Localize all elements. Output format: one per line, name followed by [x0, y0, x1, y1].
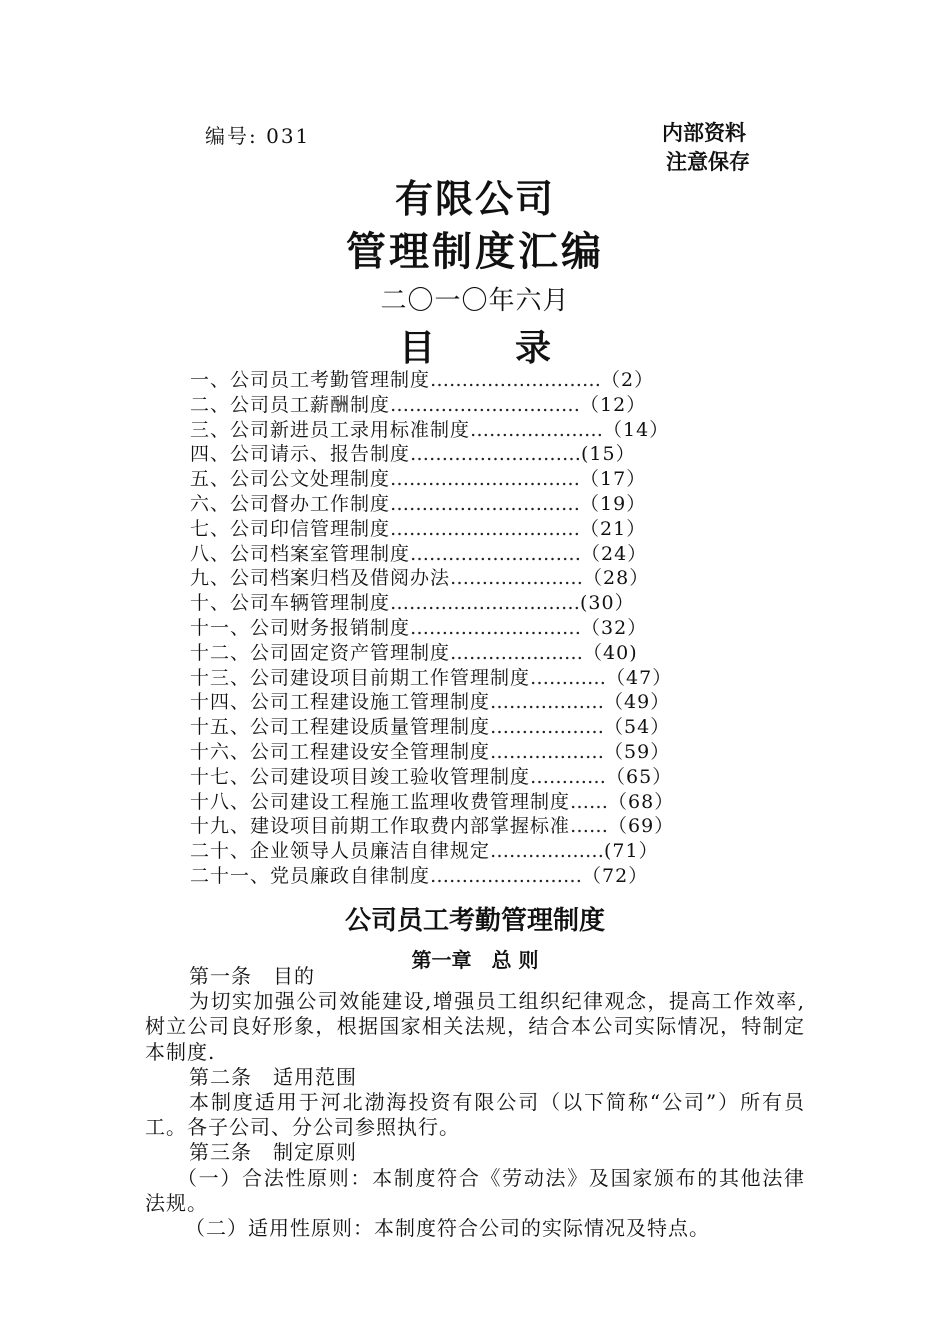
section-body	[145, 964, 805, 1241]
toc-entry-leader: ………………………	[410, 616, 582, 639]
toc-entry-leader: …………………………	[390, 468, 581, 491]
toc-entry-label: 十七、公司建设项目竣工验收管理制度	[190, 765, 531, 788]
toc-entry-page: （40)	[583, 641, 638, 664]
toc-entry-label: 十三、公司建设项目前期工作管理制度	[190, 666, 531, 689]
toc-entry-label: 五、公司公文处理制度	[190, 468, 391, 491]
toc-entry-label: 二、公司员工薪酬制度	[190, 393, 391, 416]
document-number: 编号: 031	[205, 124, 311, 148]
toc-entry[interactable]	[190, 566, 720, 591]
toc-entry-page: (30）	[580, 592, 635, 615]
toc-entry-page: （28）	[583, 567, 650, 590]
toc-entry-leader: …………………………	[390, 492, 581, 515]
toc-entry-page: （12）	[580, 393, 647, 416]
toc-heading: 目录	[398, 328, 631, 369]
article-paragraph: 本制度适用于河北渤海投资有限公司（以下简称“公司”）所有员工。各子公司、分公司参照执行。	[145, 1090, 805, 1140]
toc-entry-page: （72）	[582, 864, 649, 887]
toc-entry-label: 十、公司车辆管理制度	[190, 592, 391, 615]
toc-entry[interactable]	[190, 814, 720, 839]
toc-entry-label: 二十一、党员廉政自律制度	[190, 864, 431, 887]
toc-entry-page: （32）	[581, 616, 648, 639]
toc-entry-label: 九、公司档案归档及借阅办法	[190, 567, 451, 590]
toc-entry[interactable]	[190, 740, 720, 765]
toc-entry-page: （19）	[580, 492, 647, 515]
toc-entry-label: 四、公司请示、报告制度	[190, 443, 411, 466]
toc-entry-page: （21）	[580, 517, 647, 540]
toc-entry-page: (15）	[581, 443, 636, 466]
toc-entry-label: 十四、公司工程建设施工管理制度	[190, 691, 491, 714]
toc-entry-label: 一、公司员工考勤管理制度	[190, 369, 431, 391]
toc-entry[interactable]	[190, 715, 720, 740]
toc-entry[interactable]	[190, 418, 720, 443]
toc-entry[interactable]	[190, 616, 720, 641]
toc-entry-page: （14）	[603, 418, 670, 441]
classification-internal: 内部资料	[662, 120, 746, 145]
toc-entry-page: (71）	[604, 840, 659, 863]
toc-entry-page: （59）	[604, 740, 671, 763]
toc-entry[interactable]	[190, 517, 720, 542]
toc-entry[interactable]	[190, 864, 720, 889]
toc-entry-leader: …………	[530, 765, 607, 788]
toc-entry-label: 二十、企业领导人员廉洁自律规定	[190, 840, 491, 863]
collection-title: 管理制度汇编	[346, 229, 604, 275]
toc-entry[interactable]	[190, 542, 720, 567]
toc-entry-leader: ………………	[490, 691, 605, 714]
article-heading: 第一条 目的	[189, 964, 315, 988]
toc-entry-label: 七、公司印信管理制度	[190, 517, 391, 540]
toc-entry-leader: ……………………	[430, 864, 583, 887]
toc-entry[interactable]	[190, 368, 720, 393]
chapter-heading: 第一章 总 则	[411, 948, 539, 972]
publish-date: 二〇一〇年六月	[380, 286, 570, 316]
toc-entry-leader: ………………………	[410, 542, 582, 565]
toc-entry-leader: …………………………	[390, 517, 581, 540]
toc-entry-leader: ………………	[490, 716, 605, 739]
company-title: 有限公司	[394, 177, 555, 221]
toc-entry[interactable]	[190, 591, 720, 616]
toc-entry-page: （2）	[601, 369, 655, 391]
toc-entry-leader: ………………………	[410, 443, 582, 466]
toc-entry-label: 十二、公司固定资产管理制度	[190, 641, 451, 664]
toc-entry[interactable]	[190, 666, 720, 691]
toc-entry-label: 三、公司新进员工录用标准制度	[190, 418, 471, 441]
classification-keep: 注意保存	[666, 149, 750, 174]
toc-entry-leader: …………………………	[390, 393, 581, 416]
toc-entry-page: （68）	[608, 790, 675, 813]
toc-entry-label: 十一、公司财务报销制度	[190, 616, 411, 639]
toc-entry-label: 十八、公司建设工程施工监理收费管理制度	[190, 790, 571, 813]
toc-entry-leader: ………………	[490, 840, 605, 863]
toc-entry-label: 十九、建设项目前期工作取费内部掌握标准	[190, 815, 571, 838]
toc-entry-label: 六、公司督办工作制度	[190, 492, 391, 515]
toc-entry[interactable]	[190, 790, 720, 815]
article-heading: 第三条 制定原则	[189, 1140, 357, 1165]
toc-entry-label: 十六、公司工程建设安全管理制度	[190, 740, 491, 763]
toc-entry-leader: …………………	[450, 641, 584, 664]
toc-entry-label: 十五、公司工程建设质量管理制度	[190, 716, 491, 739]
toc-entry-leader: …………………	[450, 567, 584, 590]
toc-entry-page: （65）	[606, 765, 673, 788]
toc-entry-leader: …………………	[470, 418, 604, 441]
toc-entry[interactable]	[190, 442, 720, 467]
toc-entry-leader: …………	[530, 666, 607, 689]
article-heading: 第二条 适用范围	[189, 1064, 357, 1089]
toc-entry[interactable]	[190, 641, 720, 666]
toc-entry[interactable]	[190, 492, 720, 517]
toc-entry[interactable]	[190, 839, 720, 864]
toc-entry-page: （69）	[608, 815, 675, 838]
toc-entry[interactable]	[190, 690, 720, 715]
article-paragraph: （二）适用性原则：本制度符合公司的实际情况及特点。	[185, 1216, 710, 1241]
toc-entry-page: （17）	[580, 468, 647, 491]
article-paragraph: 为切实加强公司效能建设,增强员工组织纪律观念，提高工作效率,树立公司良好形象，根据国家相关法规，结合本公司实际情况，特制定本制度.	[145, 989, 805, 1064]
section-title: 公司员工考勤管理制度	[344, 906, 605, 936]
article-paragraph: （一）合法性原则：本制度符合《劳动法》及国家颁布的其他法律法规。	[145, 1165, 805, 1215]
toc-entry-page: （47）	[606, 666, 673, 689]
toc-entry-leader: ……	[570, 815, 609, 838]
toc-entry-page: （24）	[581, 542, 648, 565]
toc-entry[interactable]	[190, 467, 720, 492]
toc-entry[interactable]	[190, 393, 720, 418]
toc-entry-leader: ………………	[490, 740, 605, 763]
toc-entry-label: 八、公司档案室管理制度	[190, 542, 411, 565]
toc-entry-leader: ……	[570, 790, 609, 813]
toc-entry-page: （54）	[604, 716, 671, 739]
toc-entry-leader: …………………………	[390, 592, 581, 615]
toc-entry-page: （49）	[604, 691, 671, 714]
table-of-contents	[190, 368, 720, 889]
toc-entry[interactable]	[190, 765, 720, 790]
toc-entry-leader: ………………………	[430, 369, 602, 391]
